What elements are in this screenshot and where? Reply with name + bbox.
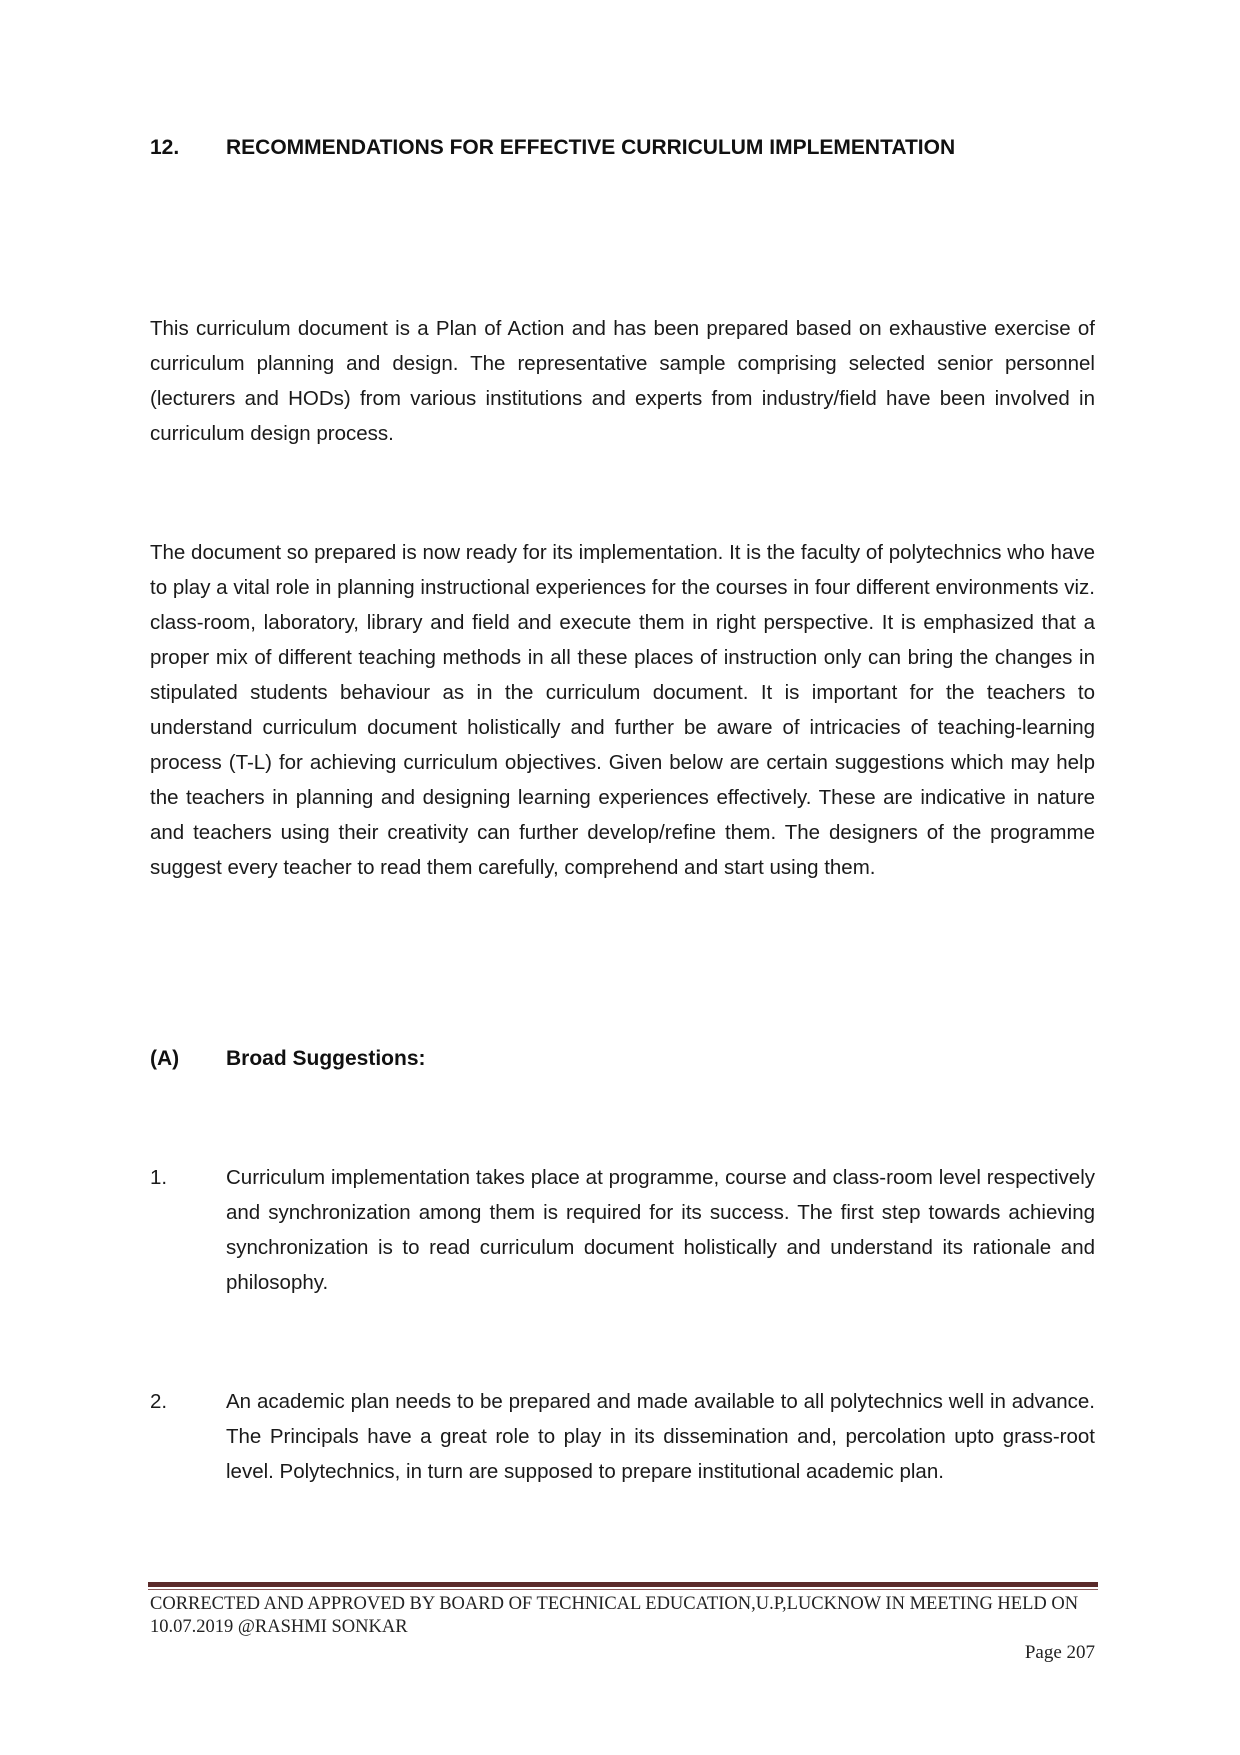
implementation-paragraph: The document so prepared is now ready for its implementation. It is the faculty of polytechnics who have to play a vital role in planning instructional experiences for the courses in four different environments viz. class-room, laboratory, library and field and execute them in right perspective. It is emphasized that a proper mix of different teaching methods in all these places of instruction only can bring the changes in stipulated students behaviour as in the curriculum document. It is important for the teachers to understand curriculum document holistically and further be aware of intricacies of teaching-learning process (T-L) for achieving curriculum objectives. Given below are certain suggestions which may help the teachers in planning and designing learning experiences effectively. These are indicative in nature and teachers using their creativity can further develop/refine them. The designers of the programme suggest every teacher to read them carefully, comprehend and start using them. [150, 541, 1095, 879]
section-heading [150, 133, 955, 163]
list-item-number: 1. [150, 1166, 168, 1189]
page-number: Page 207 [1024, 1642, 1095, 1663]
footer-divider-thin [148, 1589, 1098, 1590]
intro-paragraph: This curriculum document is a Plan of Action and has been prepared based on exhaustive exercise of curriculum planning and design. The representative sample comprising selected senior personnel (lecturers and HODs) from various institutions and experts from industry/field have been involved in curriculum design process. [150, 317, 1095, 445]
list-item-text: Curriculum implementation takes place at programme, course and class-room level respectively and synchronization among them is required for its success. The first step towards achieving synchronization is to read curriculum document holistically and understand its rationale and philosophy. [226, 1166, 1095, 1294]
subsection-label: (A) [150, 1047, 180, 1070]
list-item-number: 2. [150, 1390, 168, 1413]
section-title: RECOMMENDATIONS FOR EFFECTIVE CURRICULUM IMPLEMENTATION [226, 136, 956, 159]
list-item-text: An academic plan needs to be prepared and made available to all polytechnics well in advance. The Principals have a great role to play in its dissemination and, percolation upto grass-root level. Polytechnics, in turn are supposed to prepare institutional academic plan. [226, 1390, 1095, 1483]
footer-divider [148, 1582, 1098, 1587]
footer-note: CORRECTED AND APPROVED BY BOARD OF TECHNICAL EDUCATION,U.P,LUCKNOW IN MEETING HELD ON 10.07.2019 @RASHMI SONKAR [150, 1594, 1079, 1637]
subsection-heading [150, 1044, 426, 1074]
section-number: 12. [150, 136, 180, 159]
subsection-title: Broad Suggestions: [226, 1047, 426, 1070]
